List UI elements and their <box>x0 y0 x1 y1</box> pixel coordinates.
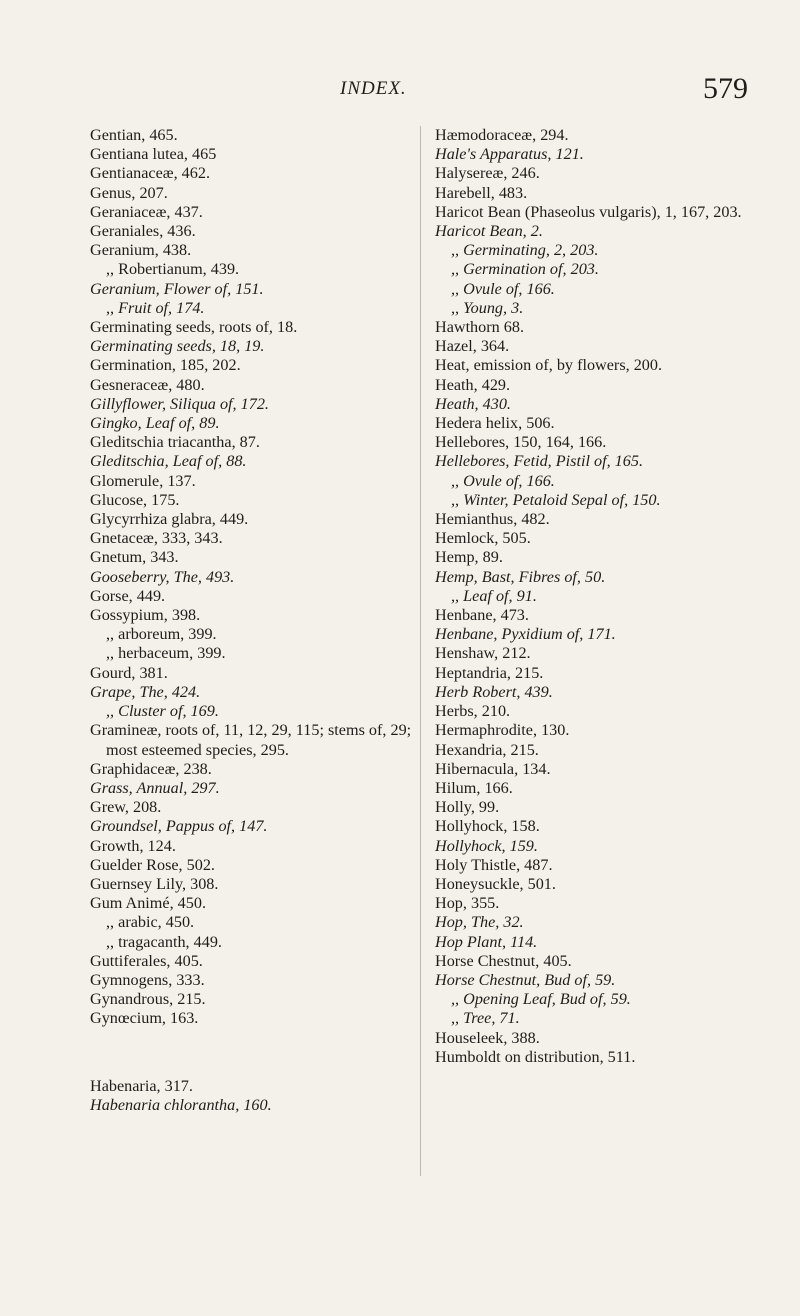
index-entry: Harebell, 483. <box>435 183 528 202</box>
index-entry: ,, Ovule of, 166. <box>451 279 555 298</box>
index-entry: Henbane, Pyxidium of, 171. <box>435 625 616 644</box>
index-entry: Herb Robert, 439. <box>435 682 553 701</box>
index-entry: Grew, 208. <box>90 798 162 817</box>
index-entry: Gourd, 381. <box>90 663 168 682</box>
index-entry: Gleditschia triacantha, 87. <box>90 433 260 452</box>
index-entry: Hexandria, 215. <box>435 740 539 759</box>
index-entry: ,, herbaceum, 399. <box>106 644 226 663</box>
index-entry: Gorse, 449. <box>90 586 166 605</box>
index-entry: Gooseberry, The, 493. <box>90 567 235 586</box>
index-entry: ,, Fruit of, 174. <box>106 298 205 317</box>
index-entry: Gentian, 465. <box>90 126 178 144</box>
index-entry: ,, Opening Leaf, Bud of, 59. <box>451 990 631 1009</box>
index-entry: ,, Ovule of, 166. <box>451 471 555 490</box>
index-entry: Honeysuckle, 501. <box>435 874 556 893</box>
index-entry: Gymnogens, 333. <box>90 970 205 989</box>
index-entry: Genus, 207. <box>90 183 168 202</box>
index-entry: ,, Leaf of, 91. <box>451 586 537 605</box>
index-entry: Growth, 124. <box>90 836 176 855</box>
index-entry: Herbs, 210. <box>435 702 511 721</box>
index-entry: ,, tragacanth, 449. <box>106 932 222 951</box>
index-entry: ,, Young, 3. <box>451 298 524 317</box>
index-gap <box>90 1029 415 1077</box>
index-entry: Hemp, 89. <box>435 548 503 567</box>
index-entry: Horse Chestnut, Bud of, 59. <box>435 970 616 989</box>
index-entry: Henshaw, 212. <box>435 644 531 663</box>
index-entry: ,, Tree, 71. <box>451 1009 520 1028</box>
index-entry: Gynœcium, 163. <box>90 1009 199 1028</box>
index-entry: Holly, 99. <box>435 798 500 817</box>
index-entry: Hawthorn 68. <box>435 318 525 337</box>
index-column-left <box>90 126 415 1115</box>
index-entry: Hop, The, 32. <box>435 913 524 932</box>
index-entry: Germination, 185, 202. <box>90 356 241 375</box>
index-entry: Hemp, Bast, Fibres of, 50. <box>435 567 606 586</box>
index-entry: Glucose, 175. <box>90 490 180 509</box>
index-entry: Horse Chestnut, 405. <box>435 951 572 970</box>
index-entry: Geraniales, 436. <box>90 222 196 241</box>
index-entry: Hale's Apparatus, 121. <box>435 145 584 164</box>
index-entry: Hollyhock, 158. <box>435 817 540 836</box>
index-entry: Gentiana lutea, 465 <box>90 145 217 164</box>
index-entry: Hilum, 166. <box>435 778 513 797</box>
index-entry: Hibernacula, 134. <box>435 759 551 778</box>
page-number: 579 <box>703 72 748 105</box>
index-entry: Hedera helix, 506. <box>435 414 555 433</box>
index-entry: Hop, 355. <box>435 894 500 913</box>
index-entry: Haricot Bean, 2. <box>435 222 543 241</box>
index-entry: Gynandrous, 215. <box>90 990 206 1009</box>
index-entry: Gleditschia, Leaf of, 88. <box>90 452 247 471</box>
index-entry: Gum Animé, 450. <box>90 894 207 913</box>
index-entry: Holy Thistle, 487. <box>435 855 553 874</box>
index-entry: Geraniaceæ, 437. <box>90 202 203 221</box>
index-entry: Guernsey Lily, 308. <box>90 874 219 893</box>
index-entry: Guelder Rose, 502. <box>90 855 215 874</box>
index-entry: Grass, Annual, 297. <box>90 778 220 797</box>
index-entry: Hollyhock, 159. <box>435 836 538 855</box>
index-entry: Groundsel, Pappus of, 147. <box>90 817 268 836</box>
index-entry: Haricot Bean (Phaseolus vulgaris), 1, 167, 203. <box>435 202 742 221</box>
index-entry: Habenaria chlorantha, 160. <box>90 1095 272 1114</box>
index-entry: Heath, 430. <box>435 394 511 413</box>
index-entry: Habenaria, 317. <box>90 1076 193 1095</box>
index-entry: Humboldt on distribution, 511. <box>435 1047 636 1066</box>
index-entry: Hellebores, Fetid, Pistil of, 165. <box>435 452 644 471</box>
index-entry: Gingko, Leaf of, 89. <box>90 414 220 433</box>
index-entry: Glomerule, 137. <box>90 471 196 490</box>
index-entry: ,, arboreum, 399. <box>106 625 217 644</box>
index-entry: Houseleek, 388. <box>435 1028 540 1047</box>
index-entry: Hæmodoraceæ, 294. <box>435 126 569 144</box>
index-entry: Heath, 429. <box>435 375 511 394</box>
index-entry: Gramineæ, roots of, 11, 12, 29, 115; stems of, 29; most esteemed species, 295. <box>90 721 412 759</box>
running-head-title: INDEX. <box>340 78 407 99</box>
index-entry: Gillyflower, Siliqua of, 172. <box>90 394 269 413</box>
index-entry: Gnetaceæ, 333, 343. <box>90 529 223 548</box>
index-entry: Hellebores, 150, 164, 166. <box>435 433 607 452</box>
index-entry: ,, arabic, 450. <box>106 913 195 932</box>
index-column-right <box>427 126 780 1067</box>
index-entry: Hemlock, 505. <box>435 529 531 548</box>
index-entry: Germinating seeds, 18, 19. <box>90 337 265 356</box>
index-entry: Guttiferales, 405. <box>90 951 203 970</box>
index-entry: Hop Plant, 114. <box>435 932 538 951</box>
index-entry: Hemianthus, 482. <box>435 510 550 529</box>
index-entry: ,, Robertianum, 439. <box>106 260 240 279</box>
index-entry: Germinating seeds, roots of, 18. <box>90 318 298 337</box>
index-entry: Glycyrrhiza glabra, 449. <box>90 510 249 529</box>
index-entry: ,, Germination of, 203. <box>451 260 599 279</box>
index-entry: Henbane, 473. <box>435 606 529 625</box>
index-entry: Geranium, Flower of, 151. <box>90 279 264 298</box>
index-entry: Heptandria, 215. <box>435 663 544 682</box>
column-divider <box>420 126 421 1176</box>
index-entry: Hazel, 364. <box>435 337 510 356</box>
index-entry: Grape, The, 424. <box>90 682 201 701</box>
index-entry: Hermaphrodite, 130. <box>435 721 570 740</box>
index-entry: Gnetum, 343. <box>90 548 179 567</box>
index-entry: Graphidaceæ, 238. <box>90 759 212 778</box>
index-entry: Gossypium, 398. <box>90 606 201 625</box>
index-entry: ,, Germinating, 2, 203. <box>451 241 599 260</box>
index-entry: Halysereæ, 246. <box>435 164 540 183</box>
index-entry: ,, Winter, Petaloid Sepal of, 150. <box>451 490 661 509</box>
page-header <box>0 72 800 112</box>
index-entry: Heat, emission of, by flowers, 200. <box>435 356 663 375</box>
index-entry: Geranium, 438. <box>90 241 192 260</box>
index-entry: ,, Cluster of, 169. <box>106 702 219 721</box>
index-entry: Gesneraceæ, 480. <box>90 375 205 394</box>
index-entry: Gentianaceæ, 462. <box>90 164 211 183</box>
